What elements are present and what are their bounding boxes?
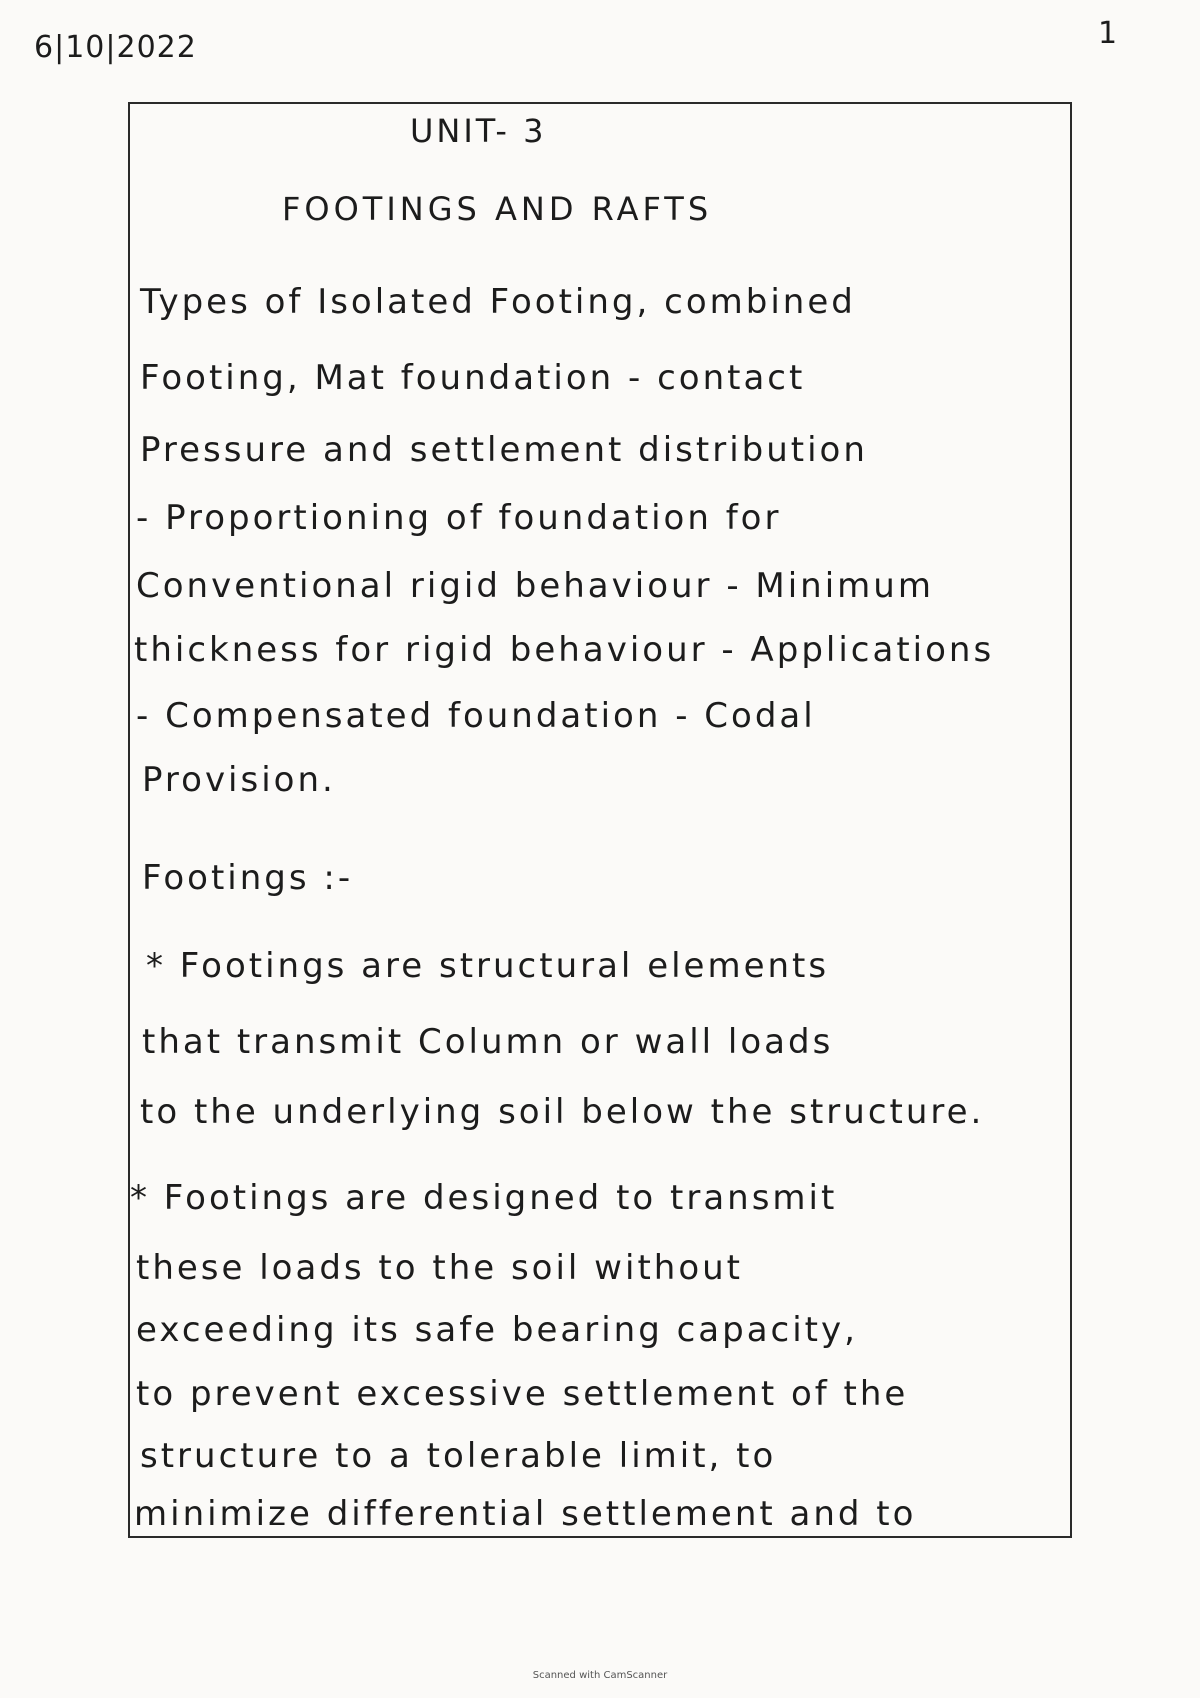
syllabus-line: thickness for rigid behaviour - Applications xyxy=(134,630,995,670)
paragraph-line: exceeding its safe bearing capacity, xyxy=(136,1310,858,1350)
paragraph-line: structure to a tolerable limit, to xyxy=(140,1436,777,1476)
syllabus-line: Pressure and settlement distribution xyxy=(140,430,868,470)
paragraph-line: minimize differential settlement and to xyxy=(134,1494,917,1534)
unit-heading: UNIT- 3 xyxy=(410,112,547,150)
syllabus-line: Footing, Mat foundation - contact xyxy=(140,358,806,398)
syllabus-line: - Compensated foundation - Codal xyxy=(136,696,816,736)
page-number: 1 xyxy=(1098,16,1121,51)
paragraph-line: that transmit Column or wall loads xyxy=(142,1022,834,1062)
paragraph-line: * Footings are designed to transmit xyxy=(130,1178,838,1218)
subject-title: FOOTINGS AND RAFTS xyxy=(282,190,713,228)
section-heading: Footings :- xyxy=(142,858,354,898)
syllabus-line: Types of Isolated Footing, combined xyxy=(140,282,856,322)
syllabus-line: Conventional rigid behaviour - Minimum xyxy=(136,566,934,606)
paragraph-line: * Footings are structural elements xyxy=(146,946,830,986)
date-text: 6|10|2022 xyxy=(34,30,197,65)
syllabus-line: Provision. xyxy=(142,760,336,800)
paragraph-line: these loads to the soil without xyxy=(136,1248,744,1288)
syllabus-line: - Proportioning of foundation for xyxy=(136,498,782,538)
paragraph-line: to the underlying soil below the structure. xyxy=(140,1092,985,1132)
paragraph-line: to prevent excessive settlement of the xyxy=(136,1374,909,1414)
scanner-watermark: Scanned with CamScanner xyxy=(532,1670,668,1681)
